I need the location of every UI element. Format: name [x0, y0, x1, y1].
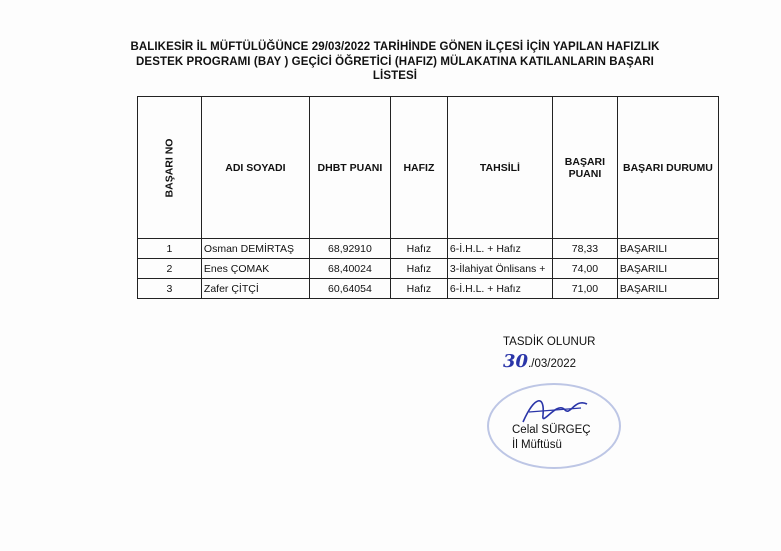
header-dhbt: DHBT PUANI [309, 97, 390, 239]
header-name: ADI SOYADI [201, 97, 309, 239]
cell-hafiz: Hafız [390, 259, 447, 279]
approval-date [503, 351, 576, 372]
signer-name: Celal SÜRGEÇ [512, 424, 591, 436]
cell-dhbt: 60,64054 [309, 279, 390, 299]
cell-dhbt: 68,92910 [309, 239, 390, 259]
cell-score: 78,33 [552, 239, 617, 259]
cell-dhbt: 68,40024 [309, 259, 390, 279]
cell-rank: 2 [138, 259, 202, 279]
cell-name: Zafer ÇİTÇİ [201, 279, 309, 299]
header-score: BAŞARI PUANI [552, 97, 617, 239]
cell-name: Enes ÇOMAK [201, 259, 309, 279]
date-rest: ./03/2022 [528, 358, 577, 370]
cell-status: BAŞARILI [617, 239, 718, 259]
table-row [138, 259, 719, 279]
handwritten-day: 30 [503, 351, 529, 372]
header-rank: BAŞARI NO [138, 97, 202, 239]
results-table [137, 96, 719, 299]
header-hafiz: HAFIZ [390, 97, 447, 239]
cell-rank: 1 [138, 239, 202, 259]
cell-hafiz: Hafız [390, 279, 447, 299]
approval-label: TASDİK OLUNUR [503, 336, 596, 348]
cell-status: BAŞARILI [617, 259, 718, 279]
header-education: TAHSİLİ [447, 97, 552, 239]
title-line-3: LİSTESİ [372, 70, 418, 82]
cell-name: Osman DEMİRTAŞ [201, 239, 309, 259]
title-line-2: DESTEK PROGRAMI (BAY ) GEÇİCİ ÖĞRETİCİ (HAFIZ) MÜLAKATINA KATILANLARIN BAŞARI [136, 55, 654, 68]
table-row [138, 239, 719, 259]
signer-title: İl Müftüsü [512, 439, 562, 451]
cell-score: 71,00 [552, 279, 617, 299]
table-header-row [138, 97, 719, 239]
cell-hafiz: Hafız [390, 239, 447, 259]
title-line-1: BALIKESİR İL MÜFTÜLÜĞÜNCE 29/03/2022 TARİHİNDE GÖNEN İLÇESİ İÇİN YAPILAN HAFIZLIK [130, 41, 660, 53]
table-row [138, 279, 719, 299]
cell-education: 3-İlahiyat Önlisans + [447, 259, 552, 279]
cell-rank: 3 [138, 279, 202, 299]
header-status: BAŞARI DURUMU [617, 97, 718, 239]
cell-status: BAŞARILI [617, 279, 718, 299]
cell-education: 6-İ.H.L. + Hafız [447, 279, 552, 299]
cell-score: 74,00 [552, 259, 617, 279]
cell-education: 6-İ.H.L. + Hafız [447, 239, 552, 259]
document-title [110, 40, 680, 84]
signer-block [512, 423, 591, 453]
